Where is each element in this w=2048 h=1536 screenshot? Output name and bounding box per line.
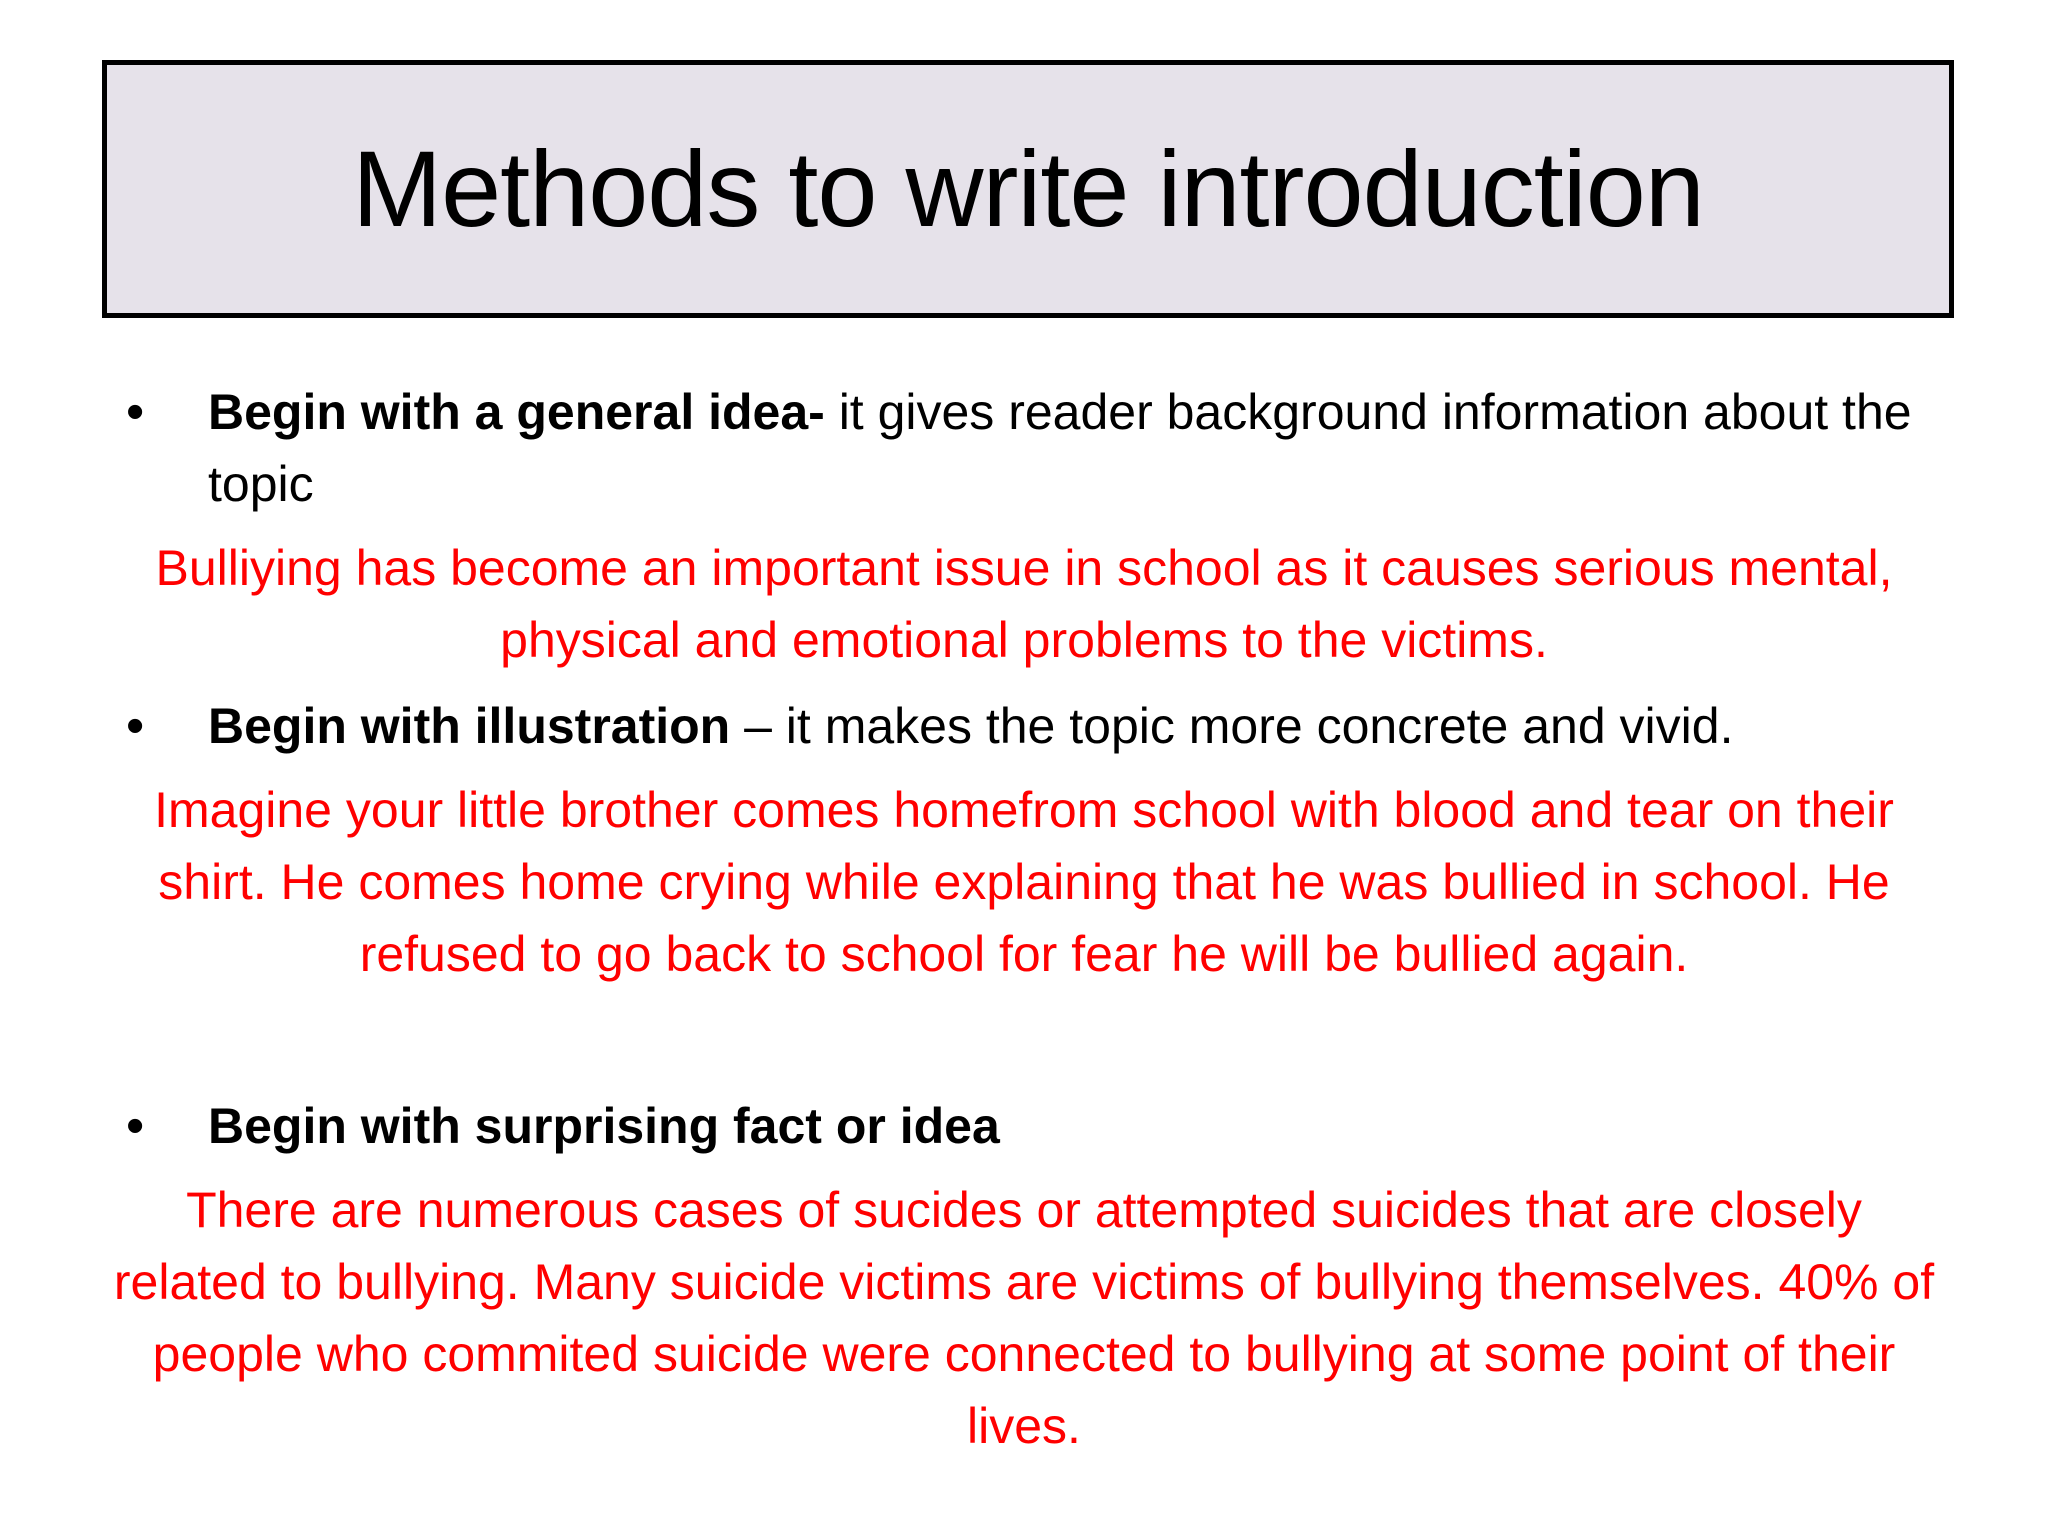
bullet-description: – it makes the topic more concrete and vivid. [730, 698, 1734, 754]
bullet-icon: • [126, 697, 145, 755]
bullet-description: it gives reader background information about the topic [208, 384, 1912, 512]
bullet-item-general-idea [126, 376, 1948, 520]
bullet-heading: Begin with surprising fact or idea [208, 1098, 1000, 1154]
title-box [102, 60, 1954, 318]
bullet-heading: Begin with a general idea- [208, 384, 825, 440]
bullet-item-illustration [126, 690, 1948, 762]
bullet-text [208, 1090, 1948, 1162]
bullet-text [208, 690, 1948, 762]
example-general-idea: Bulliying has become an important issue in school as it causes serious mental, physical and emotional problems to the victims. [155, 540, 1893, 668]
example-surprising-fact: There are numerous cases of sucides or attempted suicides that are closely related to bullying. Many suicide victims are victims of bullying themselves. 40% of people who commited suicide were connected to bullying at some point of their lives. [113, 1182, 1935, 1454]
bullet-icon: • [126, 383, 145, 441]
bullet-text [208, 376, 1948, 520]
example-illustration: Imagine your little brother comes homefrom school with blood and tear on their shirt. He comes home crying while explaining that he was bullied in school. He refused to go back to school for fear he will be bullied again. [154, 782, 1894, 982]
bullet-item-surprising-fact [126, 1090, 1948, 1162]
bullet-icon: • [126, 1097, 145, 1155]
slide-title: Methods to write introduction [352, 128, 1704, 249]
bullet-heading: Begin with illustration [208, 698, 731, 754]
